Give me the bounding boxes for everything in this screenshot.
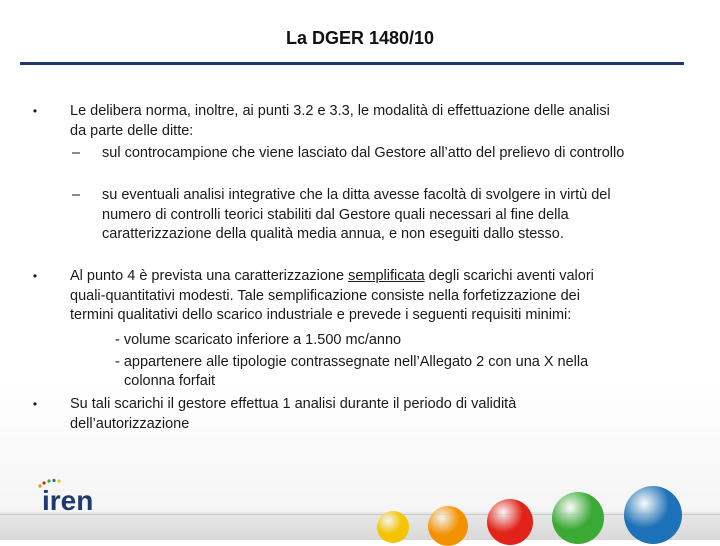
sub-marker: – [72, 145, 81, 161]
text-line [70, 267, 685, 287]
iren-logo [36, 476, 116, 516]
text-line: Le delibera norma, inoltre, ai punti 3.2 e 3.3, le modalità di effettuazione delle analisi [70, 103, 610, 119]
bullet-text [70, 395, 685, 434]
decorative-sphere [487, 499, 533, 545]
text-line: su eventuali analisi integrative che la ditta avesse facoltà di svolgere in virtù del [102, 187, 611, 203]
title-divider [20, 62, 684, 65]
bullet-marker: • [32, 269, 38, 283]
text-line: caratterizzazione della qualità media annua, e non eseguiti dallo stesso. [102, 226, 564, 242]
text-line: numero di controlli teorici stabiliti dal Gestore quali necessari al fine della [102, 206, 569, 223]
sub-text [102, 144, 687, 164]
requirement-item: - volume scaricato inferiore a 1.500 mc/anno [115, 332, 402, 348]
requirement-item: - appartenere alle tipologie contrassegnate nell’Allegato 2 con una X nella [115, 354, 589, 370]
bullet-text [70, 267, 685, 326]
text-line: sul controcampione che viene lasciato dal Gestore all’atto del prelievo di controllo [102, 145, 625, 161]
requirement-continuation: colonna forfait [124, 373, 216, 389]
logo-wordmark: iren [42, 485, 94, 516]
decorative-sphere [428, 506, 468, 546]
text-line: termini qualitativi dello scarico industriale e prevede i seguenti requisiti minimi: [70, 307, 572, 323]
text-line: da parte delle ditte: [70, 122, 194, 139]
decorative-sphere [624, 486, 682, 544]
bullet-text [70, 102, 685, 141]
underlined-term: semplificata [348, 268, 425, 284]
decorative-sphere [552, 492, 604, 544]
bullet-marker: • [32, 397, 38, 411]
bullet-marker: • [32, 104, 38, 118]
text-line: Su tali scarichi il gestore effettua 1 analisi durante il periodo di validità [70, 396, 517, 412]
text-run: degli scarichi aventi valori [424, 268, 594, 284]
footer-band [0, 512, 720, 540]
sub-marker: – [72, 187, 81, 203]
text-line: quali-quantitativi modesti. Tale semplificazione consiste nella forfetizzazione dei [70, 287, 580, 304]
text-line: dell’autorizzazione [70, 415, 190, 432]
sub-text [102, 186, 687, 245]
decorative-sphere [377, 511, 409, 543]
text-run: Al punto 4 è prevista una caratterizzazione [70, 268, 349, 284]
slide-title: La DGER 1480/10 [285, 28, 435, 48]
